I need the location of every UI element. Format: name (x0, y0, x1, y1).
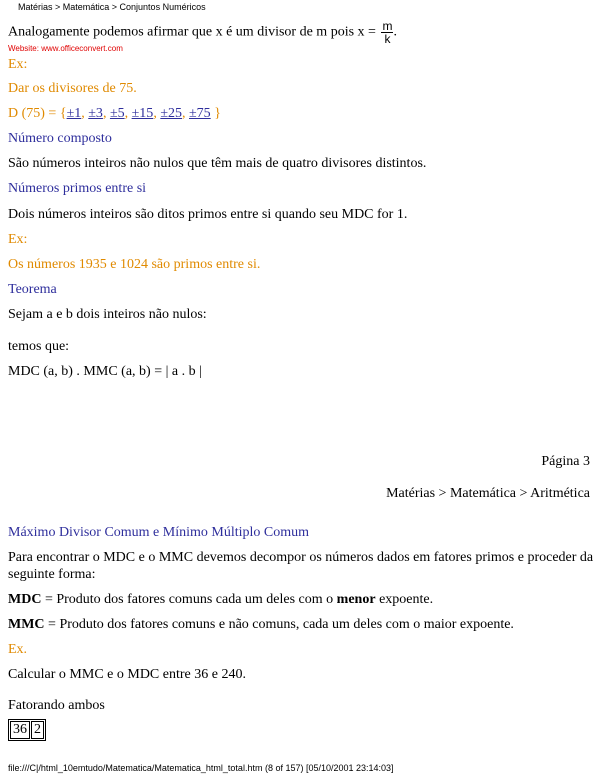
breadcrumb-page: Matérias > Matemática > Aritmética (386, 486, 590, 501)
theorem-then: temos que: (8, 339, 70, 354)
factoring-label: Fatorando ambos (8, 698, 105, 713)
theorem-formula: MDC (a, b) . MMC (a, b) = | a . b | (8, 364, 202, 379)
factor-table (8, 719, 46, 741)
fraction-numerator: m (382, 19, 393, 33)
mdc-definition (8, 592, 433, 608)
theorem-heading: Teorema (8, 282, 57, 297)
composite-text: São números inteiros não nulos que têm mais de quatro divisores distintos. (8, 156, 427, 171)
example-label-3: Ex. (8, 642, 28, 657)
factor-cell: 2 (31, 721, 44, 739)
composite-heading: Número composto (8, 131, 112, 146)
divisor-item: ±1 (66, 106, 82, 121)
divisors-line: D (75) = {±1, ±3, ±5, ±15, ±25, ±75 } (8, 106, 221, 121)
divisors-suffix: } (210, 106, 221, 121)
fraction-denominator: k (384, 32, 391, 46)
theorem-text: Sejam a e b dois inteiros não nulos: (8, 307, 207, 322)
breadcrumb-top: Matérias > Matemática > Conjuntos Numéricos (18, 2, 206, 12)
mmc-term: MMC (8, 617, 45, 632)
mmc-definition (8, 617, 514, 633)
coprime-heading: Números primos entre si (8, 181, 147, 196)
divisor-item: ±5 (109, 106, 125, 121)
mdc-def-text-b: expoente. (375, 592, 434, 607)
example-label-1: Ex: (8, 57, 28, 72)
intro-line (8, 20, 397, 45)
divisor-item: ±15 (131, 106, 154, 121)
factor-cell: 36 (10, 721, 30, 739)
table-row (10, 721, 44, 739)
example-task-1: Dar os divisores de 75. (8, 81, 137, 96)
mdc-def-bold: menor (336, 592, 376, 607)
divisor-item: ±25 (160, 106, 182, 121)
footer-file-path: file:///C|/html_10emtudo/Matematica/Matematica_html_total.htm (8 of 157) [05/10/2001 23:14:03] (8, 763, 394, 773)
mdc-def-text-a: = Produto dos fatores comuns cada um deles com o (41, 592, 337, 607)
example-label-2: Ex: (8, 232, 28, 247)
divisor-item: ±3 (88, 106, 103, 121)
watermark: Website: www.officeconvert.com (8, 44, 123, 53)
mdc-term: MDC (8, 592, 42, 607)
mdc-mmc-heading: Máximo Divisor Comum e Mínimo Múltiplo Comum (8, 525, 310, 540)
divisors-prefix: D (75) = { (8, 106, 67, 121)
coprime-text: Dois números inteiros são ditos primos entre si quando seu MDC for 1. (8, 207, 408, 222)
factor-table-grid (8, 719, 46, 741)
page-number: Página 3 (541, 454, 590, 469)
intro-line-end: . (393, 24, 397, 40)
mdc-mmc-intro-line-2: seguinte forma: (8, 567, 96, 582)
divisor-item: ±75 (189, 106, 211, 121)
fraction (381, 20, 393, 45)
example-task-3: Calcular o MMC e o MDC entre 36 e 240. (8, 667, 246, 682)
mmc-def-text: = Produto dos fatores comuns e não comuns, cada um deles com o maior expoente. (44, 617, 514, 632)
mdc-mmc-intro-line-1: Para encontrar o MDC e o MMC devemos decompor os números dados em fatores primos e proceder da (8, 550, 594, 565)
intro-line-text: Analogamente podemos afirmar que x é um divisor de m pois x = (8, 24, 376, 40)
example-text-2: Os números 1935 e 1024 são primos entre si. (8, 257, 261, 272)
